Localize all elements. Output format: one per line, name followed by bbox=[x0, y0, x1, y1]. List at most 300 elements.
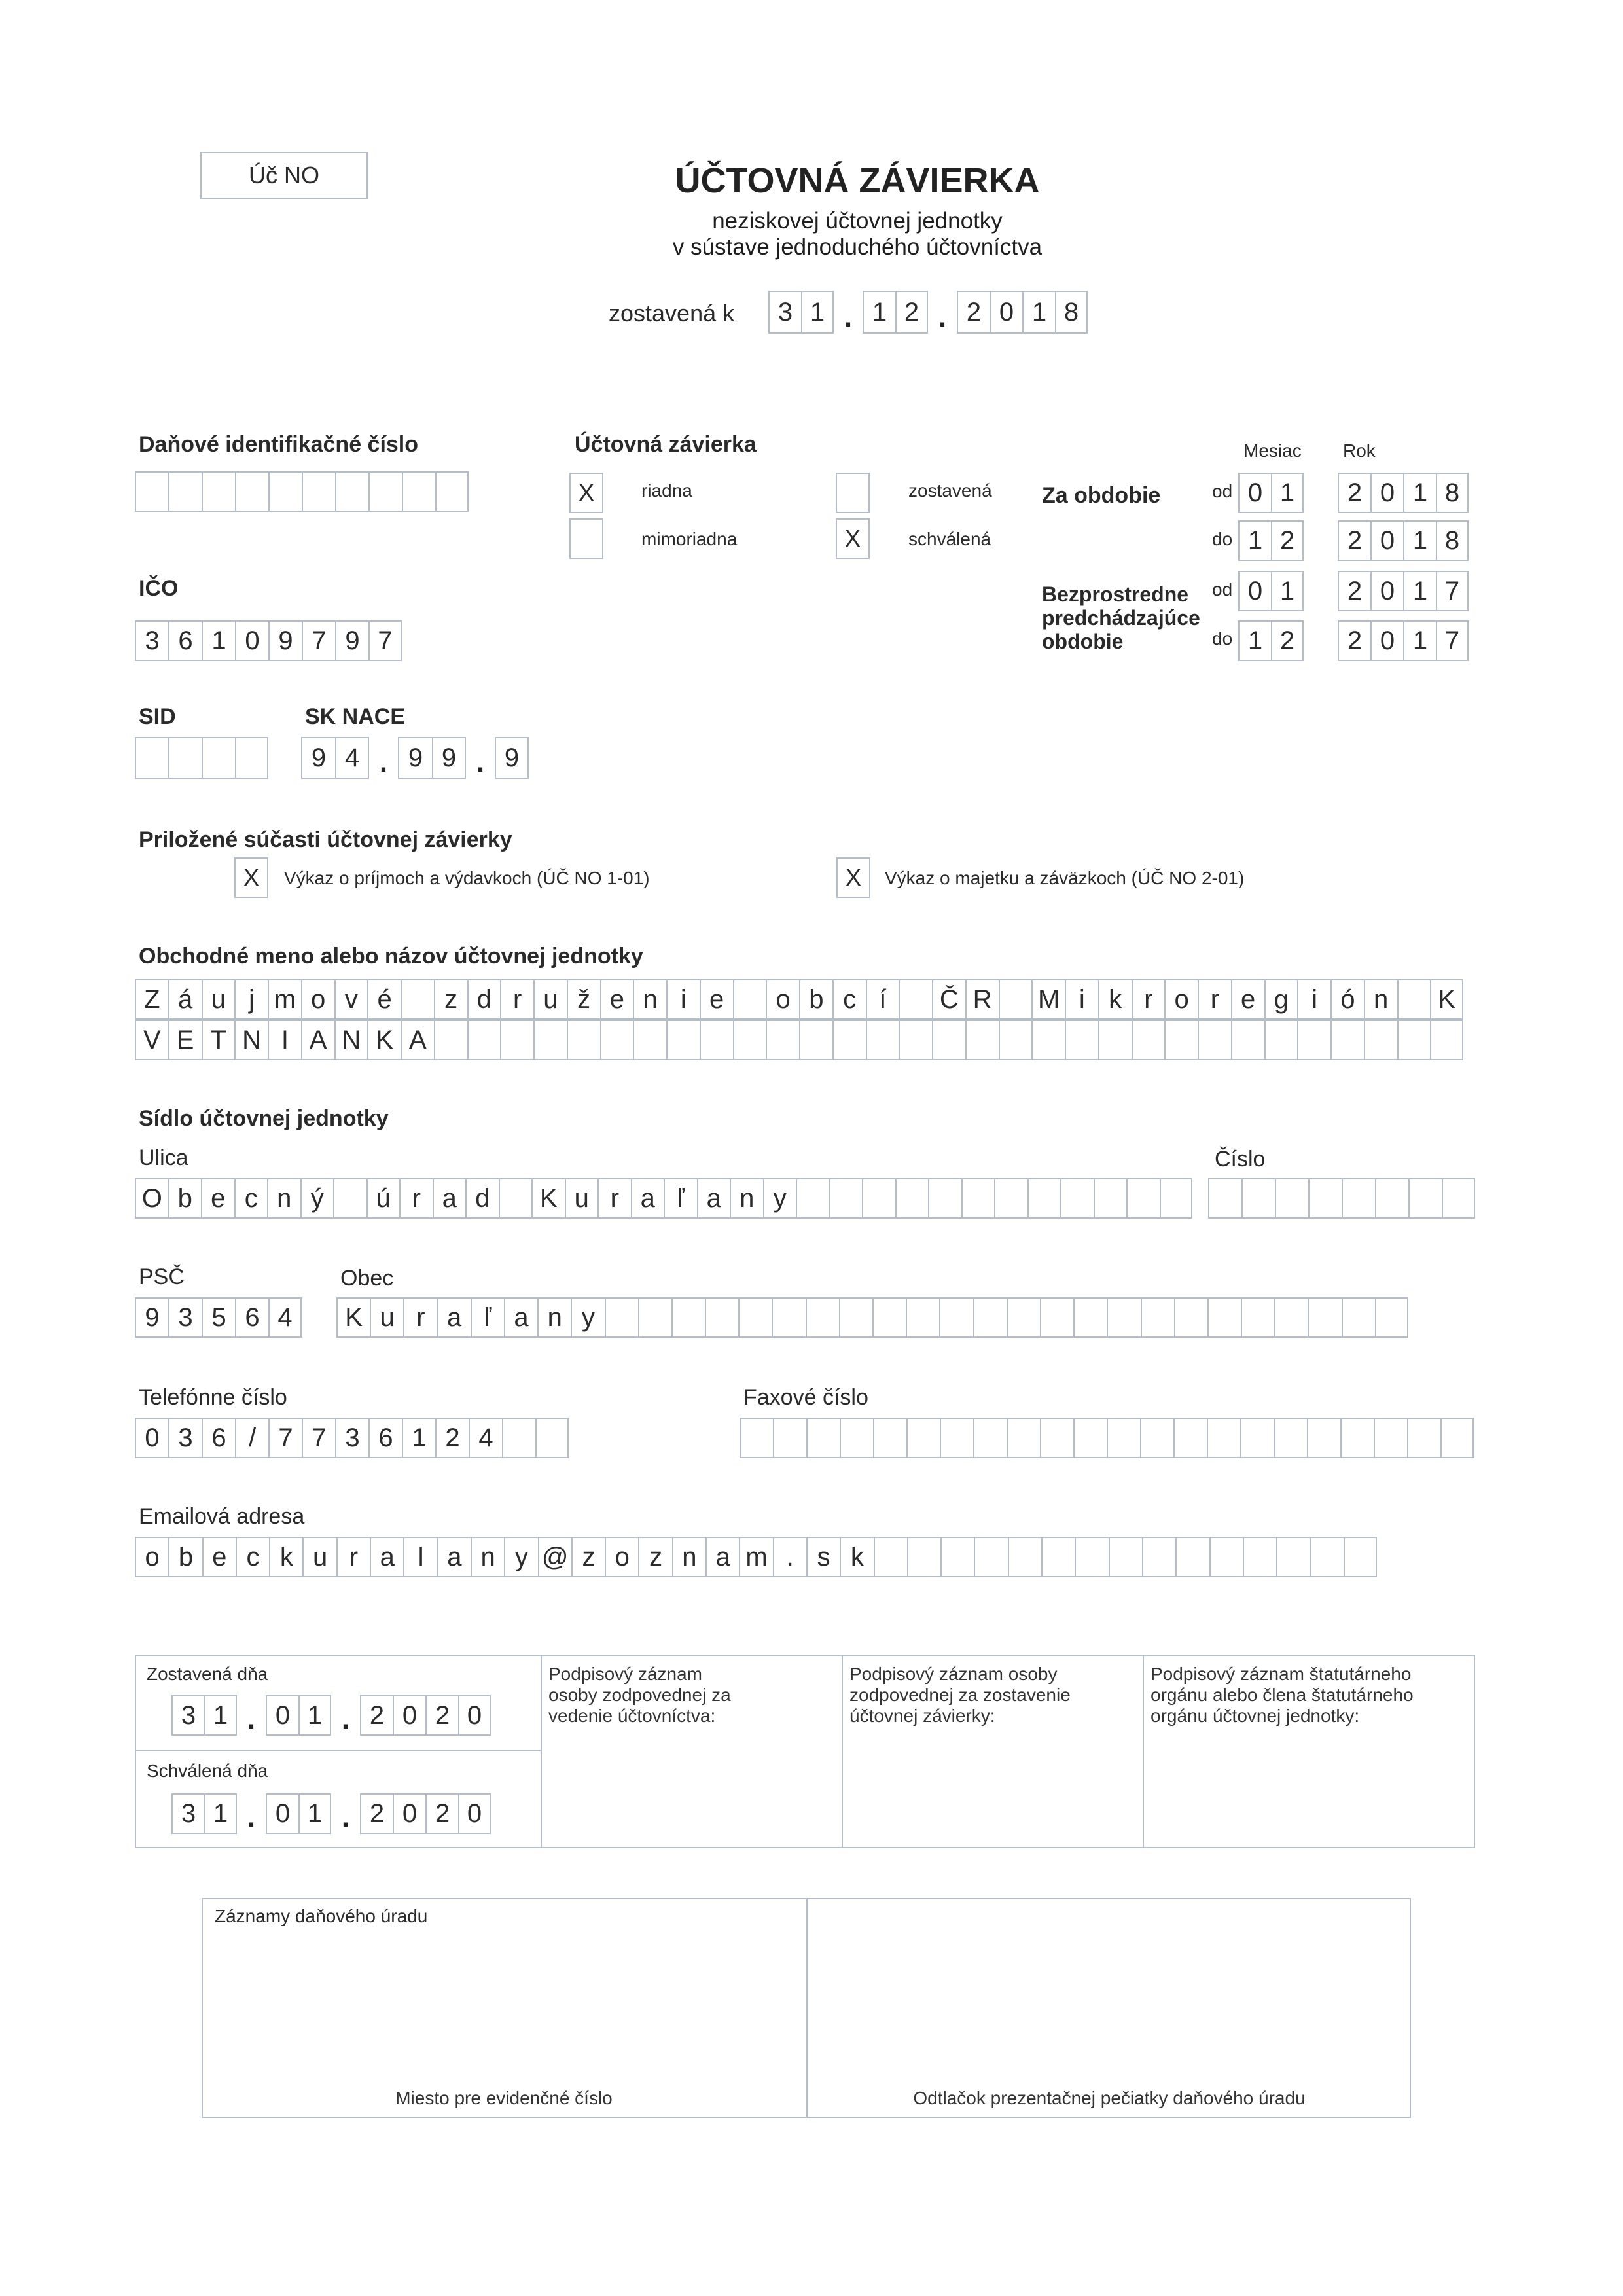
ico-cell[interactable]: 6 bbox=[168, 620, 202, 661]
street-cell[interactable] bbox=[499, 1178, 532, 1219]
email-cell[interactable] bbox=[1041, 1537, 1075, 1577]
number-cell[interactable] bbox=[1241, 1178, 1275, 1219]
date-cell[interactable]: 3 bbox=[768, 291, 801, 334]
email-cell[interactable]: . bbox=[773, 1537, 806, 1577]
current-from-month[interactable] bbox=[1238, 473, 1304, 513]
date-cell[interactable]: 0 bbox=[458, 1793, 491, 1834]
period-cell[interactable]: 1 bbox=[1271, 473, 1304, 513]
phone-cell[interactable]: 3 bbox=[335, 1418, 368, 1458]
sid-cell[interactable] bbox=[235, 737, 268, 779]
compiled-checkbox[interactable] bbox=[836, 473, 870, 513]
email-cell[interactable]: e bbox=[202, 1537, 236, 1577]
email-cell[interactable]: c bbox=[236, 1537, 269, 1577]
period-cell[interactable]: 0 bbox=[1370, 520, 1403, 561]
phone-cell[interactable]: 3 bbox=[168, 1418, 202, 1458]
street-cell[interactable] bbox=[1094, 1178, 1127, 1219]
name-cell[interactable] bbox=[434, 1020, 467, 1060]
regular-checkbox[interactable]: X bbox=[569, 473, 603, 513]
date-cell[interactable]: 3 bbox=[171, 1695, 204, 1736]
town-cell[interactable] bbox=[973, 1297, 1007, 1338]
date-cell[interactable]: 0 bbox=[458, 1695, 491, 1736]
name-cell[interactable] bbox=[1397, 1020, 1431, 1060]
date-cell[interactable]: 0 bbox=[266, 1695, 298, 1736]
name-cell[interactable] bbox=[1198, 1020, 1231, 1060]
email-cell[interactable]: s bbox=[806, 1537, 840, 1577]
email-cell[interactable]: y bbox=[504, 1537, 537, 1577]
street-cell[interactable]: ý bbox=[300, 1178, 334, 1219]
street-cell[interactable]: b bbox=[168, 1178, 202, 1219]
date-cell[interactable]: 2 bbox=[360, 1695, 393, 1736]
name-cell[interactable]: A bbox=[401, 1020, 434, 1060]
town-cell[interactable] bbox=[1174, 1297, 1207, 1338]
email-cell[interactable] bbox=[874, 1537, 907, 1577]
fax-cell[interactable] bbox=[1307, 1418, 1340, 1458]
name-cell[interactable]: N bbox=[334, 1020, 368, 1060]
email-cell[interactable]: a bbox=[437, 1537, 471, 1577]
phone-cell[interactable]: / bbox=[235, 1418, 268, 1458]
name-cell[interactable]: r bbox=[1198, 979, 1231, 1020]
email-cell[interactable] bbox=[974, 1537, 1007, 1577]
town-cell[interactable] bbox=[1241, 1297, 1274, 1338]
name-cell[interactable] bbox=[533, 1020, 567, 1060]
ico-input[interactable] bbox=[135, 620, 402, 661]
fax-cell[interactable] bbox=[1040, 1418, 1073, 1458]
nace-cell[interactable]: 9 bbox=[398, 737, 432, 779]
dic-cell[interactable] bbox=[202, 471, 235, 512]
name-cell[interactable] bbox=[500, 1020, 533, 1060]
name-cell[interactable]: j bbox=[234, 979, 268, 1020]
phone-input[interactable] bbox=[135, 1418, 569, 1458]
sid-input[interactable] bbox=[135, 737, 268, 779]
date-cell[interactable]: 2 bbox=[360, 1793, 393, 1834]
town-cell[interactable] bbox=[605, 1297, 638, 1338]
town-cell[interactable] bbox=[1073, 1297, 1107, 1338]
town-cell[interactable]: a bbox=[437, 1297, 471, 1338]
dic-cell[interactable] bbox=[268, 471, 302, 512]
name-cell[interactable]: n bbox=[1364, 979, 1397, 1020]
email-cell[interactable] bbox=[1008, 1537, 1041, 1577]
name-cell[interactable] bbox=[1297, 1020, 1330, 1060]
name-cell[interactable]: V bbox=[135, 1020, 168, 1060]
name-cell[interactable] bbox=[1031, 1020, 1065, 1060]
period-cell[interactable]: 7 bbox=[1436, 571, 1469, 611]
fax-cell[interactable] bbox=[906, 1418, 940, 1458]
street-cell[interactable] bbox=[1160, 1178, 1193, 1219]
email-cell[interactable] bbox=[1276, 1537, 1310, 1577]
fax-cell[interactable] bbox=[973, 1418, 1007, 1458]
phone-cell[interactable]: 1 bbox=[402, 1418, 435, 1458]
email-cell[interactable]: k bbox=[840, 1537, 873, 1577]
name-cell[interactable] bbox=[1364, 1020, 1397, 1060]
town-cell[interactable] bbox=[1308, 1297, 1341, 1338]
town-cell[interactable] bbox=[1007, 1297, 1040, 1338]
dic-input[interactable] bbox=[135, 471, 469, 512]
street-cell[interactable]: r bbox=[399, 1178, 433, 1219]
name-cell[interactable] bbox=[567, 1020, 600, 1060]
town-cell[interactable] bbox=[1107, 1297, 1140, 1338]
attachment-2-checkbox[interactable]: X bbox=[836, 857, 870, 898]
period-cell[interactable]: 2 bbox=[1338, 620, 1370, 661]
town-cell[interactable] bbox=[705, 1297, 738, 1338]
period-cell[interactable]: 8 bbox=[1436, 473, 1469, 513]
name-cell[interactable]: i bbox=[1065, 979, 1098, 1020]
name-cell[interactable] bbox=[1231, 1020, 1264, 1060]
email-cell[interactable]: r bbox=[336, 1537, 370, 1577]
street-cell[interactable] bbox=[1126, 1178, 1160, 1219]
town-cell[interactable] bbox=[1375, 1297, 1408, 1338]
number-cell[interactable] bbox=[1442, 1178, 1475, 1219]
street-cell[interactable]: a bbox=[433, 1178, 466, 1219]
name-cell[interactable]: u bbox=[533, 979, 567, 1020]
name-cell[interactable] bbox=[999, 979, 1032, 1020]
period-cell[interactable]: 1 bbox=[1403, 620, 1436, 661]
ico-cell[interactable]: 0 bbox=[235, 620, 268, 661]
dic-cell[interactable] bbox=[435, 471, 469, 512]
name-cell[interactable]: o bbox=[1164, 979, 1198, 1020]
email-input[interactable] bbox=[135, 1537, 1377, 1577]
town-cell[interactable]: K bbox=[336, 1297, 370, 1338]
previous-to-month[interactable] bbox=[1238, 620, 1304, 661]
dic-cell[interactable] bbox=[235, 471, 268, 512]
nace-cell[interactable]: 9 bbox=[301, 737, 335, 779]
date-cell[interactable]: 8 bbox=[1055, 291, 1088, 334]
period-cell[interactable]: 1 bbox=[1403, 571, 1436, 611]
ico-cell[interactable]: 3 bbox=[135, 620, 168, 661]
town-cell[interactable] bbox=[671, 1297, 705, 1338]
name-cell[interactable] bbox=[1164, 1020, 1198, 1060]
name-cell[interactable]: r bbox=[1132, 979, 1165, 1020]
name-cell[interactable]: k bbox=[1098, 979, 1132, 1020]
name-cell[interactable] bbox=[1430, 1020, 1463, 1060]
sid-cell[interactable] bbox=[202, 737, 235, 779]
period-cell[interactable]: 7 bbox=[1436, 620, 1469, 661]
email-cell[interactable]: o bbox=[135, 1537, 168, 1577]
email-cell[interactable]: n bbox=[471, 1537, 504, 1577]
street-cell[interactable] bbox=[994, 1178, 1027, 1219]
name-cell[interactable] bbox=[1330, 1020, 1364, 1060]
name-cell[interactable]: o bbox=[301, 979, 334, 1020]
email-cell[interactable] bbox=[1075, 1537, 1108, 1577]
email-cell[interactable] bbox=[1243, 1537, 1276, 1577]
date-cell[interactable]: 1 bbox=[204, 1793, 237, 1834]
email-cell[interactable]: k bbox=[269, 1537, 302, 1577]
period-cell[interactable]: 0 bbox=[1370, 620, 1403, 661]
period-cell[interactable]: 2 bbox=[1271, 620, 1304, 661]
town-cell[interactable]: n bbox=[537, 1297, 571, 1338]
town-cell[interactable]: y bbox=[571, 1297, 604, 1338]
street-cell[interactable]: a bbox=[631, 1178, 664, 1219]
date-cell[interactable]: 0 bbox=[393, 1793, 425, 1834]
email-cell[interactable]: @ bbox=[538, 1537, 571, 1577]
town-input[interactable] bbox=[336, 1297, 1408, 1338]
current-to-month[interactable] bbox=[1238, 520, 1304, 561]
fax-cell[interactable] bbox=[840, 1418, 873, 1458]
sid-cell[interactable] bbox=[168, 737, 202, 779]
name-cell[interactable] bbox=[401, 979, 434, 1020]
nace-cell[interactable]: 4 bbox=[335, 737, 369, 779]
number-cell[interactable] bbox=[1308, 1178, 1342, 1219]
period-cell[interactable]: 0 bbox=[1370, 473, 1403, 513]
dic-cell[interactable] bbox=[302, 471, 335, 512]
number-cell[interactable] bbox=[1275, 1178, 1308, 1219]
fax-cell[interactable] bbox=[1140, 1418, 1173, 1458]
name-cell[interactable] bbox=[899, 979, 932, 1020]
town-cell[interactable]: a bbox=[504, 1297, 537, 1338]
street-cell[interactable]: e bbox=[201, 1178, 234, 1219]
name-cell[interactable] bbox=[832, 1020, 866, 1060]
email-cell[interactable]: o bbox=[605, 1537, 638, 1577]
period-cell[interactable]: 0 bbox=[1238, 571, 1271, 611]
email-cell[interactable]: u bbox=[302, 1537, 336, 1577]
email-cell[interactable]: z bbox=[571, 1537, 605, 1577]
street-cell[interactable]: K bbox=[531, 1178, 565, 1219]
name-row-1[interactable] bbox=[135, 979, 1463, 1020]
date-cell[interactable]: 1 bbox=[801, 291, 834, 334]
name-cell[interactable]: i bbox=[666, 979, 700, 1020]
fax-cell[interactable] bbox=[1073, 1418, 1107, 1458]
phone-cell[interactable]: 6 bbox=[202, 1418, 235, 1458]
name-cell[interactable]: e bbox=[700, 979, 733, 1020]
current-to-year[interactable] bbox=[1338, 520, 1469, 561]
fax-cell[interactable] bbox=[740, 1418, 773, 1458]
email-cell[interactable]: a bbox=[705, 1537, 739, 1577]
street-cell[interactable]: a bbox=[697, 1178, 730, 1219]
phone-cell[interactable] bbox=[535, 1418, 569, 1458]
name-cell[interactable] bbox=[1397, 979, 1431, 1020]
ico-cell[interactable]: 1 bbox=[202, 620, 235, 661]
psc-cell[interactable]: 4 bbox=[268, 1297, 302, 1338]
town-cell[interactable] bbox=[1342, 1297, 1375, 1338]
name-cell[interactable] bbox=[1098, 1020, 1132, 1060]
email-cell[interactable] bbox=[1109, 1537, 1142, 1577]
approved-on-date[interactable] bbox=[171, 1793, 491, 1834]
street-cell[interactable]: O bbox=[135, 1178, 168, 1219]
date-cell[interactable]: 0 bbox=[266, 1793, 298, 1834]
number-cell[interactable] bbox=[1408, 1178, 1442, 1219]
name-cell[interactable] bbox=[1065, 1020, 1098, 1060]
name-cell[interactable] bbox=[666, 1020, 700, 1060]
town-cell[interactable] bbox=[1141, 1297, 1174, 1338]
ico-cell[interactable]: 9 bbox=[268, 620, 302, 661]
dic-cell[interactable] bbox=[335, 471, 368, 512]
street-cell[interactable] bbox=[1060, 1178, 1094, 1219]
number-input[interactable] bbox=[1208, 1178, 1475, 1219]
name-cell[interactable] bbox=[866, 1020, 899, 1060]
town-cell[interactable]: r bbox=[403, 1297, 437, 1338]
name-cell[interactable]: b bbox=[799, 979, 832, 1020]
dic-cell[interactable] bbox=[168, 471, 202, 512]
name-cell[interactable] bbox=[600, 1020, 633, 1060]
street-cell[interactable] bbox=[1027, 1178, 1061, 1219]
period-cell[interactable]: 2 bbox=[1338, 520, 1370, 561]
name-cell[interactable]: T bbox=[202, 1020, 235, 1060]
period-cell[interactable]: 1 bbox=[1238, 520, 1271, 561]
town-cell[interactable] bbox=[839, 1297, 872, 1338]
street-input[interactable] bbox=[135, 1178, 1192, 1219]
email-cell[interactable] bbox=[1344, 1537, 1377, 1577]
name-cell[interactable]: I bbox=[268, 1020, 301, 1060]
name-cell[interactable] bbox=[1132, 1020, 1165, 1060]
email-cell[interactable]: b bbox=[168, 1537, 202, 1577]
name-cell[interactable] bbox=[700, 1020, 733, 1060]
date-cell[interactable]: 1 bbox=[298, 1695, 331, 1736]
psc-cell[interactable]: 5 bbox=[202, 1297, 235, 1338]
name-cell[interactable]: í bbox=[866, 979, 899, 1020]
name-row-2[interactable] bbox=[135, 1020, 1463, 1060]
name-cell[interactable]: z bbox=[434, 979, 467, 1020]
street-cell[interactable]: n bbox=[730, 1178, 763, 1219]
name-cell[interactable] bbox=[766, 1020, 799, 1060]
street-cell[interactable] bbox=[333, 1178, 366, 1219]
compiled-on-date[interactable] bbox=[171, 1695, 491, 1736]
name-cell[interactable]: K bbox=[1430, 979, 1463, 1020]
date-cell[interactable]: 1 bbox=[298, 1793, 331, 1834]
previous-to-year[interactable] bbox=[1338, 620, 1469, 661]
street-cell[interactable]: ľ bbox=[664, 1178, 697, 1219]
street-cell[interactable]: u bbox=[565, 1178, 598, 1219]
name-cell[interactable]: m bbox=[268, 979, 301, 1020]
fax-cell[interactable] bbox=[773, 1418, 806, 1458]
town-cell[interactable] bbox=[1040, 1297, 1073, 1338]
street-cell[interactable] bbox=[895, 1178, 929, 1219]
email-cell[interactable] bbox=[1142, 1537, 1175, 1577]
town-cell[interactable] bbox=[738, 1297, 772, 1338]
town-cell[interactable] bbox=[906, 1297, 939, 1338]
period-cell[interactable]: 1 bbox=[1403, 473, 1436, 513]
fax-cell[interactable] bbox=[1007, 1418, 1040, 1458]
ico-cell[interactable]: 7 bbox=[368, 620, 402, 661]
fax-cell[interactable] bbox=[1407, 1418, 1440, 1458]
town-cell[interactable] bbox=[806, 1297, 839, 1338]
street-cell[interactable]: y bbox=[763, 1178, 796, 1219]
name-cell[interactable]: ó bbox=[1330, 979, 1364, 1020]
period-cell[interactable]: 8 bbox=[1436, 520, 1469, 561]
name-cell[interactable]: o bbox=[766, 979, 799, 1020]
period-cell[interactable]: 2 bbox=[1338, 473, 1370, 513]
fax-cell[interactable] bbox=[1374, 1418, 1407, 1458]
town-cell[interactable] bbox=[772, 1297, 805, 1338]
name-cell[interactable]: R bbox=[965, 979, 999, 1020]
fax-cell[interactable] bbox=[1173, 1418, 1207, 1458]
name-cell[interactable]: e bbox=[600, 979, 633, 1020]
phone-cell[interactable] bbox=[502, 1418, 535, 1458]
approved-checkbox[interactable]: X bbox=[836, 518, 870, 559]
dic-cell[interactable] bbox=[135, 471, 168, 512]
extraordinary-checkbox[interactable] bbox=[569, 518, 603, 559]
psc-cell[interactable]: 3 bbox=[168, 1297, 202, 1338]
fax-cell[interactable] bbox=[1274, 1418, 1307, 1458]
email-cell[interactable]: l bbox=[403, 1537, 437, 1577]
phone-cell[interactable]: 2 bbox=[435, 1418, 469, 1458]
date-cell[interactable]: 2 bbox=[895, 291, 928, 334]
fax-cell[interactable] bbox=[940, 1418, 973, 1458]
name-cell[interactable]: K bbox=[367, 1020, 401, 1060]
name-cell[interactable]: ž bbox=[567, 979, 600, 1020]
period-cell[interactable]: 0 bbox=[1238, 473, 1271, 513]
name-cell[interactable] bbox=[633, 1020, 666, 1060]
email-cell[interactable]: z bbox=[638, 1537, 671, 1577]
name-cell[interactable] bbox=[899, 1020, 932, 1060]
street-cell[interactable]: c bbox=[234, 1178, 268, 1219]
period-cell[interactable]: 2 bbox=[1271, 520, 1304, 561]
town-cell[interactable] bbox=[638, 1297, 671, 1338]
ico-cell[interactable]: 9 bbox=[335, 620, 368, 661]
fax-cell[interactable] bbox=[873, 1418, 906, 1458]
name-cell[interactable]: i bbox=[1297, 979, 1330, 1020]
name-cell[interactable] bbox=[999, 1020, 1032, 1060]
sid-cell[interactable] bbox=[135, 737, 168, 779]
town-cell[interactable]: ľ bbox=[471, 1297, 504, 1338]
name-cell[interactable]: é bbox=[367, 979, 401, 1020]
name-cell[interactable] bbox=[799, 1020, 832, 1060]
psc-cell[interactable]: 6 bbox=[235, 1297, 268, 1338]
name-cell[interactable] bbox=[1264, 1020, 1298, 1060]
fax-cell[interactable] bbox=[806, 1418, 840, 1458]
phone-cell[interactable]: 4 bbox=[469, 1418, 502, 1458]
fax-cell[interactable] bbox=[1207, 1418, 1240, 1458]
psc-cell[interactable]: 9 bbox=[135, 1297, 168, 1338]
previous-from-year[interactable] bbox=[1338, 571, 1469, 611]
name-cell[interactable] bbox=[467, 1020, 501, 1060]
name-cell[interactable]: á bbox=[168, 979, 202, 1020]
email-cell[interactable]: a bbox=[370, 1537, 403, 1577]
phone-cell[interactable]: 6 bbox=[368, 1418, 402, 1458]
name-cell[interactable]: u bbox=[202, 979, 235, 1020]
street-cell[interactable]: ú bbox=[366, 1178, 400, 1219]
fax-cell[interactable] bbox=[1440, 1418, 1474, 1458]
town-cell[interactable] bbox=[872, 1297, 906, 1338]
name-cell[interactable]: v bbox=[334, 979, 368, 1020]
number-cell[interactable] bbox=[1208, 1178, 1241, 1219]
name-cell[interactable]: E bbox=[168, 1020, 202, 1060]
period-cell[interactable]: 1 bbox=[1403, 520, 1436, 561]
town-cell[interactable] bbox=[939, 1297, 972, 1338]
name-cell[interactable]: n bbox=[633, 979, 666, 1020]
email-cell[interactable]: m bbox=[739, 1537, 772, 1577]
period-cell[interactable]: 1 bbox=[1238, 620, 1271, 661]
fax-cell[interactable] bbox=[1240, 1418, 1274, 1458]
period-cell[interactable]: 0 bbox=[1370, 571, 1403, 611]
fax-cell[interactable] bbox=[1340, 1418, 1374, 1458]
street-cell[interactable]: n bbox=[267, 1178, 300, 1219]
date-cell[interactable]: 2 bbox=[957, 291, 990, 334]
street-cell[interactable]: d bbox=[465, 1178, 499, 1219]
name-cell[interactable] bbox=[733, 979, 766, 1020]
psc-input[interactable] bbox=[135, 1297, 302, 1338]
date-cell[interactable]: 1 bbox=[1022, 291, 1055, 334]
email-cell[interactable] bbox=[1209, 1537, 1243, 1577]
phone-cell[interactable]: 0 bbox=[135, 1418, 168, 1458]
street-cell[interactable] bbox=[829, 1178, 863, 1219]
dic-cell[interactable] bbox=[402, 471, 435, 512]
name-cell[interactable]: Č bbox=[932, 979, 965, 1020]
nace-cell[interactable]: 9 bbox=[495, 737, 529, 779]
town-cell[interactable] bbox=[1207, 1297, 1241, 1338]
email-cell[interactable] bbox=[940, 1537, 974, 1577]
dic-cell[interactable] bbox=[368, 471, 402, 512]
street-cell[interactable] bbox=[961, 1178, 995, 1219]
name-cell[interactable] bbox=[932, 1020, 965, 1060]
name-cell[interactable]: g bbox=[1264, 979, 1298, 1020]
street-cell[interactable] bbox=[796, 1178, 829, 1219]
fax-cell[interactable] bbox=[1107, 1418, 1140, 1458]
date-cell[interactable]: 0 bbox=[990, 291, 1022, 334]
name-cell[interactable]: M bbox=[1031, 979, 1065, 1020]
street-cell[interactable]: r bbox=[597, 1178, 631, 1219]
email-cell[interactable] bbox=[907, 1537, 940, 1577]
email-cell[interactable] bbox=[1310, 1537, 1343, 1577]
period-cell[interactable]: 1 bbox=[1271, 571, 1304, 611]
